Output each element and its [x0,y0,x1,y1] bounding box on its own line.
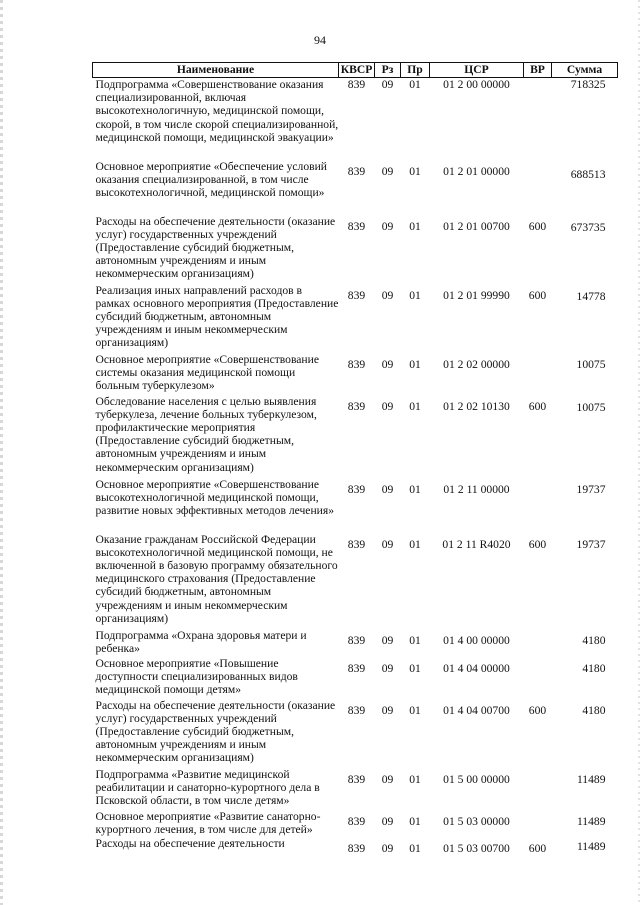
header-sum: Сумма [552,63,618,78]
vr-cell [524,353,552,395]
rz-cell: 09 [381,633,394,647]
rz-cell: 09 [381,661,394,675]
vr-cell: 600 [528,288,547,302]
header-vr: ВР [524,63,552,78]
row-name-cell: Реализация иных направлений расходов в рамках основного мероприятия (Предоставление субсидий бюджетным, автономным учреждениям и иным некоммерческим организациям) [95,283,339,350]
header-name: Наименование [93,63,339,78]
pr-cell: 01 [409,703,421,717]
kvsr-cell: 839 [347,814,366,828]
table-row [93,629,618,657]
table-row [93,478,618,533]
row-name-cell: Основное мероприятие «Обеспечение условий оказания специализированной, в том числе высокотехнологичной, медицинской помощи» [95,159,328,199]
row-name-cell: Основное мероприятие «Повышение доступности специализированных видов медицинской помощи детям» [95,656,298,696]
vr-cell: 600 [528,219,547,233]
budget-table [92,62,618,857]
vr-cell: 600 [528,703,547,717]
row-name-cell: Оказание гражданам Российской Федерации высокотехнологичной медицинской помощи, не включенной в базовую программу обязательного медицинского страхования (Предоставление субсидий бюджетным, автономным учреждениям и иным некоммерческим организациям) [95,532,338,625]
kvsr-cell: 839 [347,357,366,371]
sum-cell: 19737 [576,537,606,551]
row-name-cell: Основное мероприятие «Совершенствование высокотехнологичной медицинской помощи, развитие новых эффективных методов лечения» [95,477,334,517]
table-row [93,657,618,699]
pr-cell: 01 [409,78,421,91]
sum-cell: 10075 [576,357,606,371]
kvsr-cell: 839 [347,703,366,717]
sum-cell: 11489 [576,772,606,786]
scan-edge-left [0,0,3,905]
rz-cell: 09 [381,537,394,551]
rz-cell: 09 [381,814,394,828]
header-pr: Пр [401,63,430,78]
pr-cell: 01 [409,399,421,413]
pr-cell: 01 [409,814,421,828]
pr-cell: 01 [409,164,421,178]
kvsr-cell: 839 [347,288,366,302]
pr-cell: 01 [409,482,421,496]
vr-cell [524,478,552,533]
row-name-cell: Расходы на обеспечение деятельности (оказание услуг) государственных учреждений (Предоставление субсидий бюджетным, автономным учреждениям и иным некоммерческим организациям) [95,214,336,281]
table-row [93,160,618,215]
row-name-cell: Обследование населения с целью выявления туберкулеза, лечение больных туберкулезом, профилактические мероприятия (Предоставление субсидий бюджетным, автономным учреждениям и иным некоммерческим организациям) [95,394,317,474]
sum-cell: 4180 [582,633,606,647]
table-body [93,78,618,857]
table-row [93,768,618,810]
sum-cell: 14778 [576,289,606,303]
rz-cell: 09 [381,399,394,413]
vr-cell: 600 [528,841,547,855]
rz-cell: 09 [381,703,394,717]
sum-cell: 688513 [570,167,606,181]
pr-cell: 01 [409,772,421,786]
csr-cell: 01 2 00 00000 [443,78,510,91]
rz-cell: 09 [381,288,394,302]
vr-cell [524,768,552,810]
pr-cell: 01 [409,841,421,855]
kvsr-cell: 839 [347,633,366,647]
rz-cell: 09 [381,164,394,178]
csr-cell: 01 2 01 99990 [443,288,510,302]
table-row [93,284,618,353]
pr-cell: 01 [409,661,421,675]
table-row [93,395,618,478]
kvsr-cell: 839 [347,661,366,675]
csr-cell: 01 2 01 00000 [443,164,510,178]
kvsr-cell: 839 [347,841,366,855]
csr-cell: 01 2 02 10130 [443,399,510,413]
row-name-cell: Подпрограмма «Охрана здоровья матери и ребенка» [95,628,307,655]
row-name-cell: Основное мероприятие «Развитие санаторно-курортного лечения, в том числе для детей» [95,809,321,836]
rz-cell: 09 [381,841,394,855]
table-row [93,699,618,768]
vr-cell [524,657,552,699]
vr-cell: 600 [528,537,547,551]
csr-cell: 01 4 04 00700 [443,703,510,717]
sum-cell: 10075 [576,400,606,414]
pr-cell: 01 [409,633,421,647]
vr-cell [524,629,552,657]
kvsr-cell: 839 [347,164,366,178]
kvsr-cell: 839 [347,219,366,233]
csr-cell: 01 2 11 00000 [443,482,510,496]
kvsr-cell: 839 [347,78,366,91]
csr-cell: 01 2 11 R4020 [442,537,511,551]
vr-cell [524,78,552,160]
rz-cell: 09 [381,78,394,91]
header-csr: ЦСР [430,63,524,78]
row-name-cell: Основное мероприятие «Совершенствование системы оказания медицинской помощи больным туберкулезом» [95,352,319,392]
row-name-cell: Подпрограмма «Совершенствование оказания специализированной, включая высокотехнологичную, медицинской помощи, скорой, в том числе скорой специализированной, медицинской помощи, медицинской эвакуации» [95,78,339,144]
row-name-cell: Расходы на обеспечение деятельности (оказание услуг) государственных учреждений (Предоставление субсидий бюджетным, автономным учреждениям и иным некоммерческим организациям) [95,698,336,765]
sum-cell: 4180 [582,703,606,717]
csr-cell: 01 5 00 00000 [443,772,510,786]
sum-cell: 11489 [576,839,606,853]
rz-cell: 09 [381,357,394,371]
sum-cell: 19737 [576,482,606,496]
table-header-row [93,63,618,78]
rz-cell: 09 [381,219,394,233]
rz-cell: 09 [381,482,394,496]
kvsr-cell: 839 [347,537,366,551]
header-rz: Рз [375,63,401,78]
csr-cell: 01 4 04 00000 [443,661,510,675]
table-row [93,837,618,857]
vr-cell: 600 [528,399,547,413]
csr-cell: 01 2 02 00000 [443,357,510,371]
pr-cell: 01 [409,357,421,371]
row-name-cell: Расходы на обеспечение деятельности [95,836,285,850]
pr-cell: 01 [409,537,421,551]
csr-cell: 01 4 00 00000 [443,633,510,647]
sum-cell: 718325 [570,78,606,91]
sum-cell: 4180 [582,661,606,675]
kvsr-cell: 839 [347,482,366,496]
table-row [93,215,618,284]
sum-cell: 673735 [570,220,606,234]
kvsr-cell: 839 [347,772,366,786]
table-row [93,810,618,837]
table-row [93,533,618,629]
sum-cell: 11489 [576,814,606,828]
header-kvsr: КВСР [339,63,375,78]
pr-cell: 01 [409,219,421,233]
table-row [93,353,618,395]
pr-cell: 01 [409,288,421,302]
page-number: 94 [314,33,326,47]
csr-cell: 01 5 03 00000 [443,814,510,828]
csr-cell: 01 2 01 00700 [443,219,510,233]
kvsr-cell: 839 [347,399,366,413]
rz-cell: 09 [381,772,394,786]
table-row [93,78,618,160]
csr-cell: 01 5 03 00700 [443,841,510,855]
row-name-cell: Подпрограмма «Развитие медицинской реабилитации и санаторно-курортного дела в Псковской области, в том числе детям» [95,767,320,807]
vr-cell [524,810,552,837]
vr-cell [524,160,552,215]
